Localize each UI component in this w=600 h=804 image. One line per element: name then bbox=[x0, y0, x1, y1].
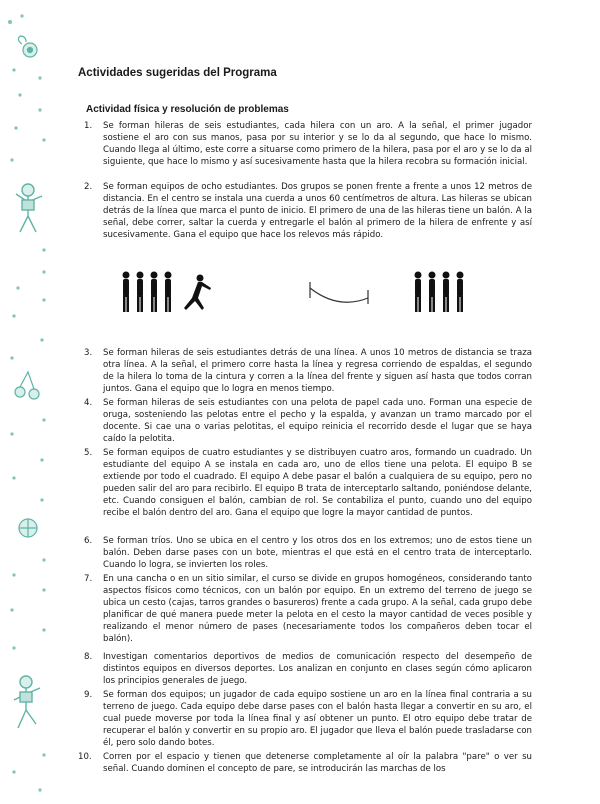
item-text: En una cancha o en un sitio similar, el curso se divide en grupos homogéneos, considerando tanto aspectos físicos como técnicos, con un balón por equipo. En un extremo del terreno de juego se ubica un cesto (cajas, tarros grandes o basureros) frente a cada grupo. A la señal, cada grupo debe planificar de qué manera puede meter la pelota en el cesto la mayor cantidad de veces posible y realizando el menor número de pases (necesariamente todos los compañeros deben tocar el balón). bbox=[103, 574, 532, 645]
item-text: Se forman equipos de cuatro estudiantes y se distribuyen cuatro aros, formando un cuadrado. Un estudiante del equipo A se instala en cada aro, uno de ellos tiene una pelota. El equipo B se extiende por todo el cuadrado. El equipo A debe pasar el balón a cualquiera de su equipo, pero no pueden salir del aro para recibirlo. El equipo B trata de interceptarlo saltando, poniéndose delante, etc. Cuando consiguen el balón, cambian de rol. Se contabiliza el punto, cuando uno del equipo recibe el balón dentro del aro. Gana el equipo que logre la mayor cantidad de puntos. bbox=[103, 448, 532, 519]
item-number: 4. bbox=[84, 398, 93, 408]
list-item bbox=[78, 181, 532, 241]
standing-team-left bbox=[123, 272, 172, 313]
section-title: Actividad física y resolución de problemas bbox=[86, 104, 289, 115]
list-item bbox=[78, 573, 532, 646]
list-item bbox=[78, 447, 532, 520]
list-item bbox=[78, 397, 532, 445]
list-item bbox=[78, 689, 532, 749]
list-item bbox=[78, 120, 532, 168]
item-text: Se forman tríos. Uno se ubica en el centro y los otros dos en los extremos; uno de estos tiene un balón. Deben darse pases con un bote, mientras el que está en el centro trata de interceptarlo. Cuando lo logra, se invierten los roles. bbox=[103, 536, 532, 571]
item-text: Investigan comentarios deportivos de medios de comunicación respecto del desempeño de distintos equipos en diversos deportes. Los analizan en conjunto en clases según cómo aplicaron los principios generales de juego. bbox=[103, 652, 532, 687]
item-text: Se forman equipos de ocho estudiantes. Dos grupos se ponen frente a frente a unos 12 metros de distancia. En el centro se instala una cuerda a unos 60 centímetros de altura. Las hileras se ubican detrás de la línea que marca el punto de inicio. El primero de una de las hileras tiene un balón. A la señal, debe correr, saltar la cuerda y entregarle el balón al primero de la hilera de enfrente y así sucesivamente. Gana el equipo que hace los relevos más rápido. bbox=[103, 182, 532, 241]
item-number: 3. bbox=[84, 348, 93, 358]
page-title: Actividades sugeridas del Programa bbox=[78, 67, 277, 79]
item-number: 6. bbox=[84, 536, 93, 546]
item-text: Corren por el espacio y tienen que detenerse completamente al oír la palabra "pare" o ver su señal. Cuando dominen el concepto de pare, se introducirán las marchas de los bbox=[103, 752, 532, 775]
child-jumping-icon bbox=[16, 184, 42, 232]
item-text: Se forman hileras de seis estudiantes, cada hilera con un aro. A la señal, el primer jugador sostiene el aro con sus manos, pasa por su interior y se lo da al segundo, que hace lo mismo. Cuando llega al último, este corre a situarse como primero de la hilera, pasa por el aro y se lo da al siguiente, que hace lo mismo y así sucesivamente hasta que la hilera recobra su formación inicial. bbox=[103, 121, 532, 168]
item-number: 5. bbox=[84, 448, 93, 458]
item-number: 10. bbox=[78, 752, 92, 762]
list-item bbox=[78, 751, 532, 775]
cherry-icon bbox=[15, 372, 39, 399]
list-item bbox=[78, 347, 532, 395]
item-number: 7. bbox=[84, 574, 93, 584]
margin-decoration bbox=[0, 0, 62, 800]
list-item bbox=[78, 651, 532, 687]
item-number: 8. bbox=[84, 652, 93, 662]
flower-icon bbox=[18, 36, 37, 57]
standing-team-right bbox=[415, 272, 464, 313]
item-number: 9. bbox=[84, 690, 93, 700]
jump-rope bbox=[310, 282, 368, 304]
margin-illustrations bbox=[0, 0, 62, 800]
item-text: Se forman hileras de seis estudiantes con una pelota de papel cada uno. Forman una especie de oruga, sosteniendo las pelotas entre el pecho y la espalda, y avanzan un tramo marcado por el docente. Si cae una o varias pelotitas, el equipo reinicia el recorrido desde el lugar que se haya caído la pelotita. bbox=[103, 398, 532, 445]
list-item bbox=[78, 535, 532, 571]
relay-illustration bbox=[118, 270, 478, 318]
ball-icon bbox=[19, 519, 37, 537]
item-text: Se forman dos equipos; un jugador de cada equipo sostiene un aro en la línea final contraria a su terreno de juego. Cada equipo debe darse pases con el balón hasta llegar a convertir en su aro, el cual puede moverse por toda la línea final y así obtener un punto. El otro equipo debe tratar de recuperar el balón y convertir en su propio aro. El jugador que lleva el balón puede trasladarse con él, pero solo dando botes. bbox=[103, 690, 532, 749]
runner-figure bbox=[184, 275, 211, 311]
item-number: 2. bbox=[84, 182, 93, 192]
child-running-icon bbox=[14, 676, 40, 728]
item-text: Se forman hileras de seis estudiantes detrás de una línea. A unos 10 metros de distancia se traza otra línea. A la señal, el primero corre hasta la línea y regresa corriendo de espaldas, el segundo de la hilera lo toma de la cintura y corren a la línea del frente y siguen así hasta que todos corran juntos. Gana el equipo que lo logra en menos tiempo. bbox=[103, 348, 532, 395]
item-number: 1. bbox=[84, 121, 93, 131]
